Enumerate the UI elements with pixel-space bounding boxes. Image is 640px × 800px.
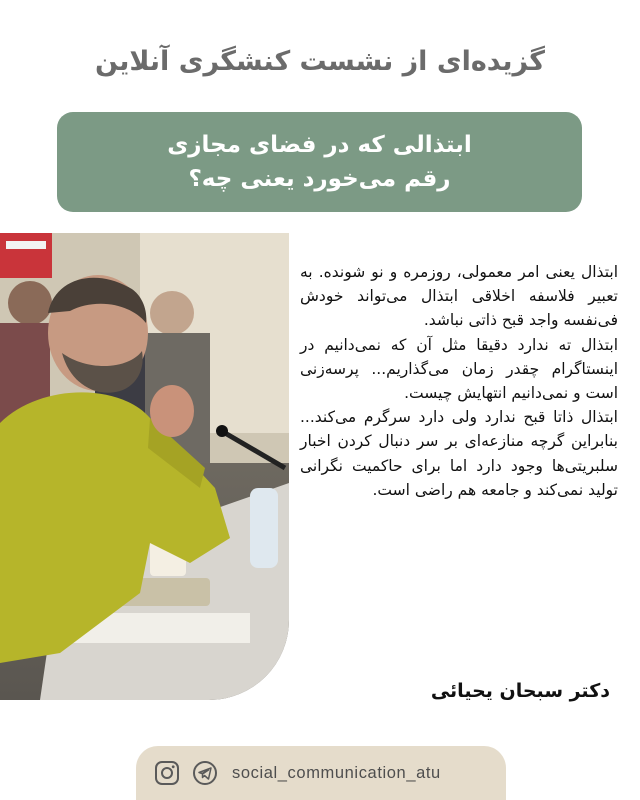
author-name: دکتر سبحان یحیائی bbox=[430, 680, 610, 702]
paragraph-3: ابتذال ذاتا قبح ندارد ولی دارد سرگرم می‌کند... بنابراین گرچه منازعه‌ای بر سر دنبال کردن اخبار سلبریتی‌ها وجود دارد اما برای حاکمیت نگرانی تولید نمی‌کند و جامعه هم راضی است. bbox=[300, 408, 618, 499]
social-handle[interactable]: social_communication_atu bbox=[232, 763, 441, 782]
body-text bbox=[300, 260, 618, 502]
telegram-icon[interactable] bbox=[192, 760, 218, 786]
paragraph-1: ابتذال یعنی امر معمولی، روزمره و نو شونده. به تعبیر فلاسفه اخلاقی ابتذال می‌تواند خودش فی‌نفسه واجد قبح ذاتی نباشد. bbox=[300, 263, 618, 330]
question-banner bbox=[57, 112, 582, 212]
question-line-1: ابتذالی که در فضای مجازی bbox=[167, 132, 472, 158]
footer-bar bbox=[136, 746, 506, 800]
speaker-photo bbox=[0, 233, 289, 700]
question-line-2: رقم می‌خورد یعنی چه؟ bbox=[188, 166, 451, 192]
paragraph-2: ابتذال ته ندارد دقیقا مثل آن که نمی‌دانیم در اینستاگرام چقدر زمان می‌گذاریم... پرسه‌زنی است و نمی‌دانیم انتهایش چیست. bbox=[300, 335, 618, 403]
instagram-icon[interactable] bbox=[154, 760, 180, 786]
page-title: گزیده‌ای از نشست کنشگری آنلاین bbox=[94, 46, 545, 77]
